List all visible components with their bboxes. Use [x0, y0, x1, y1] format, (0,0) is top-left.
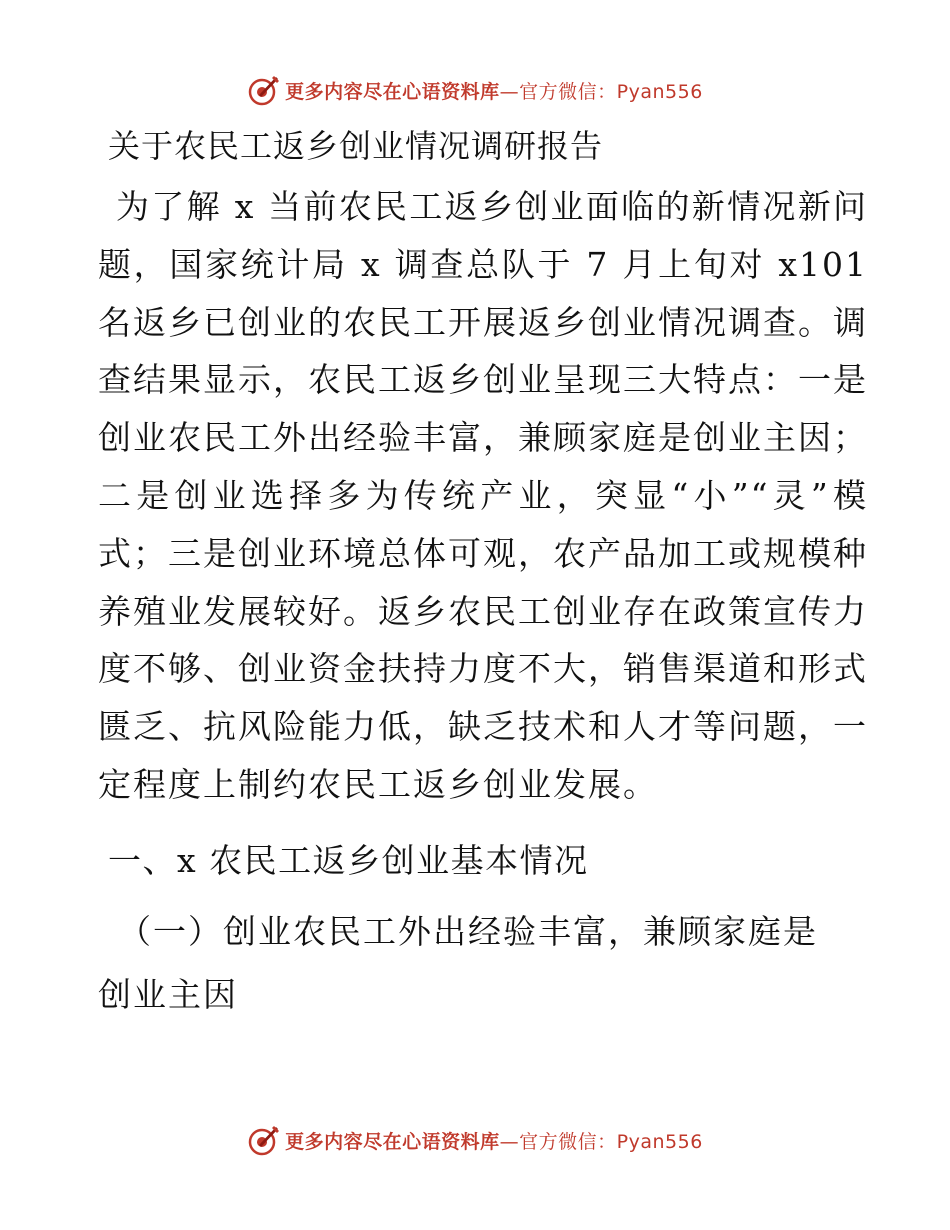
footer-watermark-banner: [0, 1120, 950, 1160]
document-title: 关于农民工返乡创业情况调研报告: [108, 127, 604, 165]
watermark-text: [285, 77, 703, 104]
watermark-main-text: 更多内容尽在心语资料库: [285, 80, 500, 103]
quill-pen-logo-icon: [247, 73, 281, 107]
watermark-text: [285, 1127, 703, 1154]
watermark-main-text: 更多内容尽在心语资料库: [285, 1130, 500, 1153]
header-watermark-banner: [0, 70, 950, 110]
quill-pen-logo-icon: [247, 1123, 281, 1157]
document-body: [98, 120, 868, 1026]
watermark-contact-text: —官方微信：Pyan556: [499, 80, 703, 103]
intro-paragraph: 为了解 x 当前农民工返乡创业面临的新情况新问题，国家统计局 x 调查总队于 7 月上旬对 x101 名返乡已创业的农民工开展返乡创业情况调查。调查结果显示，农民工返乡创业呈现三大特点：一是创业农民工外出经验丰富，兼顾家庭是创业主因；二是创业选择多为传统产业，突显“小”“灵”模式；三是创业环境总体可观，农产品加工或规模种养殖业发展较好。返乡农民工创业存在政策宣传力度不够、创业资金扶持力度不大，销售渠道和形式匮乏、抗风险能力低，缺乏技术和人才等问题，一定程度上制约农民工返乡创业发展。: [98, 187, 868, 804]
section-heading: 一、x 农民工返乡创业基本情况: [108, 840, 589, 880]
watermark-contact-text: —官方微信：Pyan556: [499, 1130, 703, 1153]
subsection-heading: （一）创业农民工外出经验丰富，兼顾家庭是创业主因: [98, 911, 818, 1014]
